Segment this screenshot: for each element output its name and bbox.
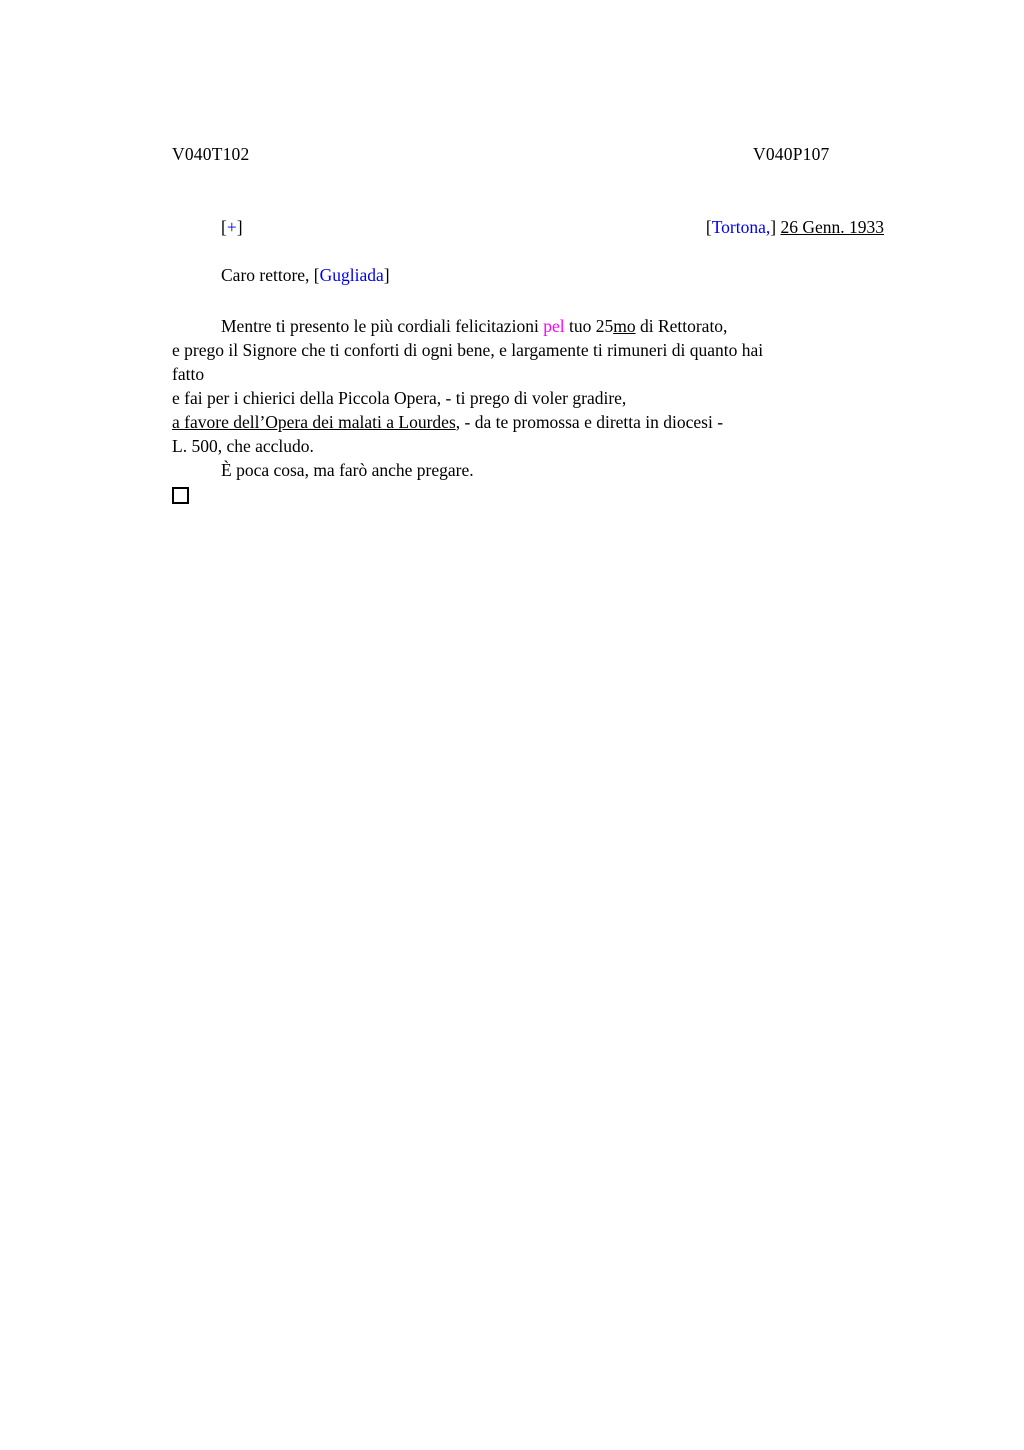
body-line-1-post: di Rettorato, <box>635 316 728 336</box>
empty-square-icon <box>172 487 189 504</box>
document-code-left: V040T102 <box>172 144 250 164</box>
salutation-suffix: ] <box>383 265 390 285</box>
body-line-1 <box>172 314 763 338</box>
salutation-prefix: Caro rettore, [ <box>221 265 320 285</box>
body-line-2: e prego il Signore che ti conforti di ogni bene, e largamente ti rimuneri di quanto hai <box>172 340 764 360</box>
dateline-place: Tortona, <box>711 217 771 237</box>
body-line-1-highlight: pel <box>543 316 565 336</box>
body-line-1-mid: tuo 25 <box>564 316 614 336</box>
body-line-1-underlined: mo <box>613 316 636 336</box>
body-line-3: fatto <box>172 364 205 384</box>
letter-body <box>172 314 763 506</box>
body-line-5-underlined: a favore dell’Opera dei malati a Lourdes <box>172 412 456 432</box>
dateline-close-bracket: ] <box>770 217 781 237</box>
cross-marker <box>221 217 243 238</box>
body-line-1-pre: Mentre ti presento le più cordiali felicitazioni <box>221 316 544 336</box>
body-line-4: e fai per i chierici della Piccola Opera, - ti prego di voler gradire, <box>172 388 627 408</box>
salutation-name: Gugliada <box>319 265 384 285</box>
cross-marker-open-bracket: [ <box>221 217 227 237</box>
body-line-7: È poca cosa, ma farò anche pregare. <box>221 460 474 480</box>
body-line-5-rest: , - da te promossa e diretta in diocesi - <box>455 412 724 432</box>
body-line-6: L. 500, che accludo. <box>172 436 314 456</box>
body-line-5 <box>172 410 763 434</box>
dateline-open-bracket: [ <box>705 217 712 237</box>
cross-marker-close-bracket: ] <box>236 217 243 237</box>
dateline <box>706 217 884 238</box>
dateline-date: 26 Genn. 1933 <box>780 217 884 237</box>
cross-icon: + <box>226 217 237 237</box>
salutation <box>221 265 390 286</box>
body-footer-row <box>172 482 763 506</box>
document-code-right: V040P107 <box>753 144 830 164</box>
